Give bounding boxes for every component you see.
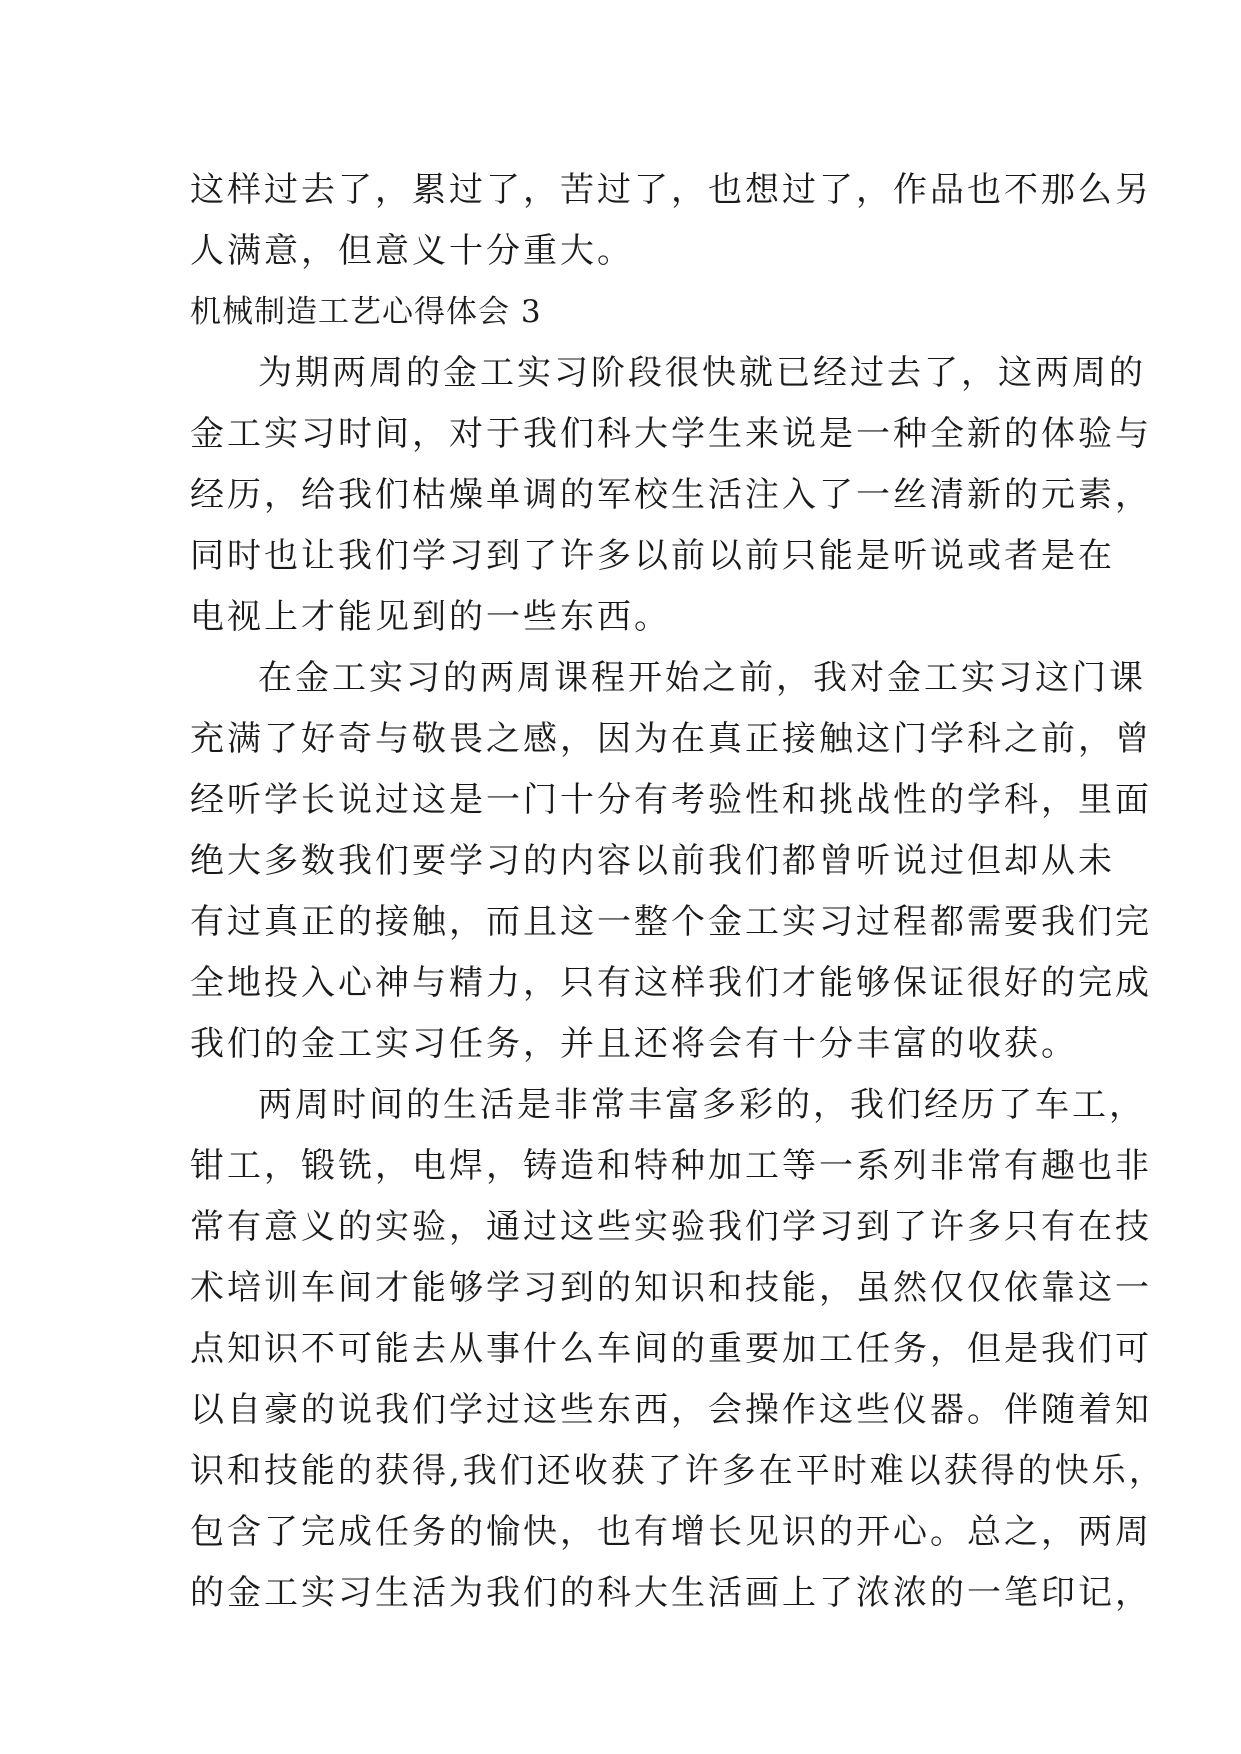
text-line: 识和技能的获得,我们还收获了许多在平时难以获得的快乐，	[190, 1451, 1166, 1491]
text-line: 点知识不可能去从事什么车间的重要加工任务，但是我们可	[190, 1329, 1152, 1369]
text-line: 以自豪的说我们学过这些东西，会操作这些仪器。伴随着知	[190, 1390, 1152, 1430]
text-line: 包含了完成任务的愉快，也有增长见识的开心。总之，两周	[190, 1512, 1152, 1552]
text-line: 这样过去了，累过了，苦过了，也想过了，作品也不那么另	[190, 170, 1152, 210]
text-line: 有过真正的接触，而且这一整个金工实习过程都需要我们完	[190, 902, 1152, 942]
text-line: 我们的金工实习任务，并且还将会有十分丰富的收获。	[190, 1024, 1078, 1064]
text-line: 电视上才能见到的一些东西。	[190, 597, 671, 637]
text-line: 的金工实习生活为我们的科大生活画上了浓浓的一笔印记，	[190, 1573, 1152, 1613]
text-line: 绝大多数我们要学习的内容以前我们都曾听说过但却从未	[190, 841, 1115, 881]
text-line: 术培训车间才能够学习到的知识和技能，虽然仅仅依靠这一	[190, 1268, 1152, 1308]
intro-paragraph	[190, 160, 1152, 282]
paragraph-2	[190, 648, 1152, 1075]
text-line: 同时也让我们学习到了许多以前以前只能是听说或者是在	[190, 536, 1115, 576]
text-line: 全地投入心神与精力，只有这样我们才能够保证很好的完成	[190, 963, 1152, 1003]
text-line: 钳工，锻铣，电焊，铸造和特种加工等一系列非常有趣也非	[190, 1146, 1152, 1186]
text-line: 充满了好奇与敬畏之感，因为在真正接触这门学科之前，曾	[190, 719, 1152, 759]
paragraph-1	[190, 343, 1152, 648]
text-line: 经历，给我们枯燥单调的军校生活注入了一丝清新的元素，	[190, 475, 1152, 515]
paragraph-3	[190, 1075, 1166, 1624]
text-line: 人满意，但意义十分重大。	[190, 231, 634, 271]
text-line: 常有意义的实验，通过这些实验我们学习到了许多只有在技	[190, 1207, 1152, 1247]
text-line: 经听学长说过这是一门十分有考验性和挑战性的学科，里面	[190, 780, 1152, 820]
document-body	[190, 160, 1166, 1624]
text-line: 两周时间的生活是非常丰富多彩的，我们经历了车工，	[258, 1085, 1146, 1125]
section-heading: 机械制造工艺心得体会 3	[190, 294, 542, 330]
text-line: 为期两周的金工实习阶段很快就已经过去了，这两周的	[258, 353, 1146, 393]
text-line: 在金工实习的两周课程开始之前，我对金工实习这门课	[258, 658, 1146, 698]
text-line: 金工实习时间，对于我们科大学生来说是一种全新的体验与	[190, 414, 1152, 454]
